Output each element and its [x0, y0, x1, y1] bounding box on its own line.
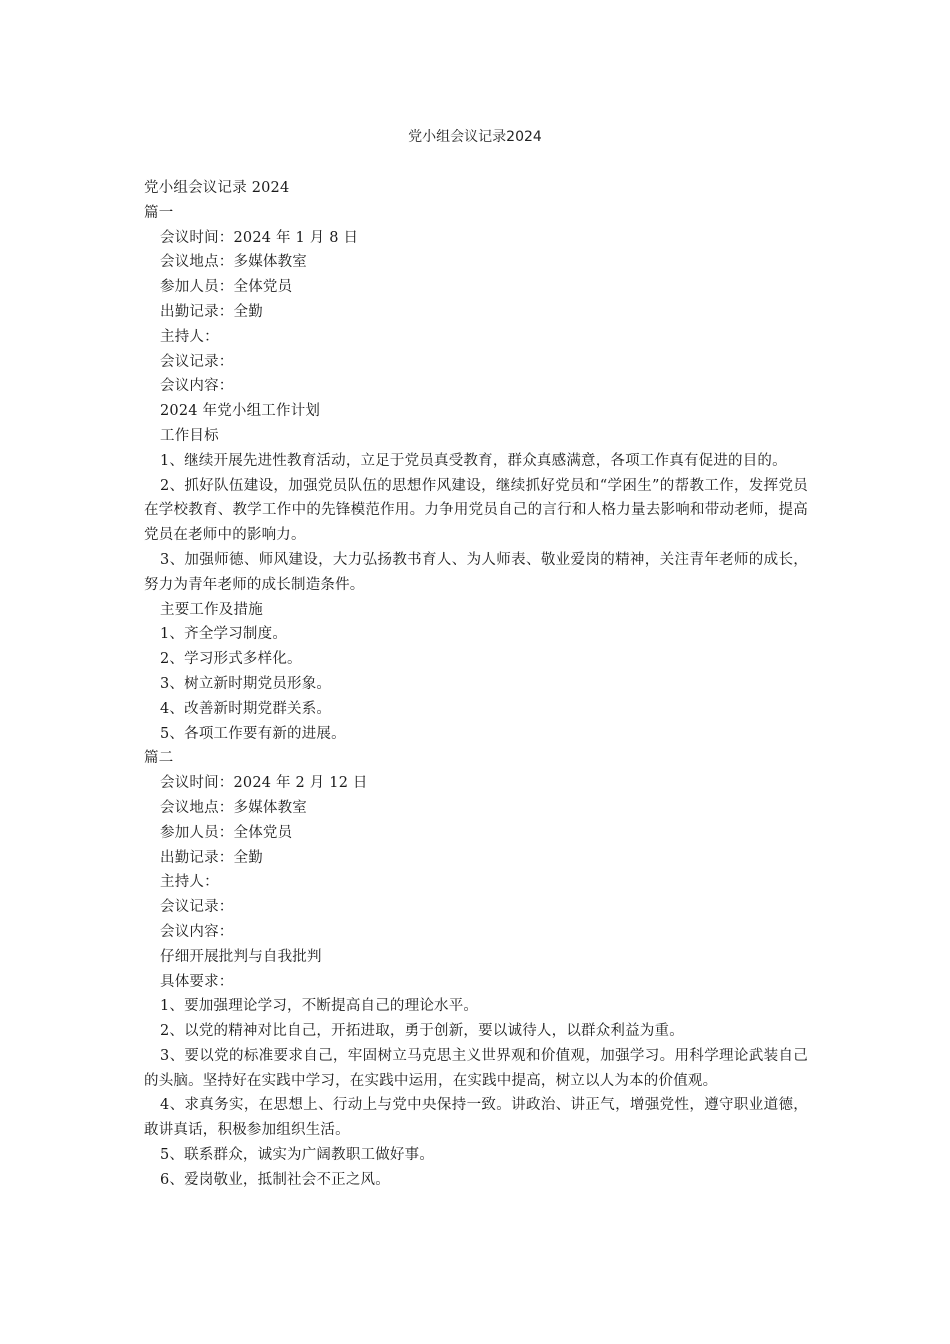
text-line: 参加人员：全体党员 [160, 824, 293, 841]
page-header-title: 党小组会议记录2024 [408, 129, 542, 145]
document-title: 党小组会议记录 2024 [144, 180, 290, 196]
text-line: 参加人员：全体党员 [160, 279, 293, 296]
text-line: 6、爱岗敬业，抵制社会不正之风。 [160, 1171, 390, 1188]
section-heading: 篇二 [144, 750, 174, 767]
text-line: 2、学习形式多样化。 [160, 651, 302, 668]
text-line: 1、要加强理论学习，不断提高自己的理论水平。 [160, 998, 479, 1015]
text-line: 会议时间：2024 年 2 月 12 日 [160, 775, 368, 792]
text-line: 会议内容： [160, 923, 234, 940]
section-heading: 篇一 [144, 204, 174, 221]
text-line: 主持人： [160, 328, 219, 345]
text-line: 会议记录： [160, 899, 234, 916]
text-line: 2、以党的精神对比自己，开拓进取，勇于创新，要以诚待人，以群众利益为重。 [160, 1023, 684, 1040]
text-line: 3、树立新时期党员形象。 [160, 675, 332, 692]
text-line: 具体要求： [160, 973, 234, 990]
text-line: 5、各项工作要有新的进展。 [160, 725, 346, 742]
text-line: 会议内容： [160, 378, 234, 395]
text-line: 工作目标 [160, 427, 219, 444]
text-line: 会议记录： [160, 353, 234, 370]
text-line: 仔细开展批判与自我批判 [160, 948, 322, 965]
paragraph: 1、继续开展先进性教育活动，立足于党员真受教育，群众真感满意，各项工作真有促进的目的。 [160, 452, 787, 469]
text-line: 1、齐全学习制度。 [160, 626, 288, 643]
paragraph: 3、要以党的标准要求自己，牢固树立马克思主义世界观和价值观，加强学习。用科学理论武装自己的头脑。坚持好在实践中学习，在实践中运用，在实践中提高，树立以人为本的价值观。 [144, 1047, 808, 1089]
document-lines [144, 201, 808, 1193]
text-line: 出勤记录：全勤 [160, 303, 263, 320]
text-line: 2024 年党小组工作计划 [160, 403, 321, 420]
text-line: 出勤记录：全勤 [160, 849, 263, 866]
text-line: 主要工作及措施 [160, 601, 263, 618]
paragraph: 2、抓好队伍建设，加强党员队伍的思想作风建设，继续抓好党员和“学困生”的帮教工作，发挥党员在学校教育、教学工作中的先锋模范作用。力争用党员自己的言行和人格力量去影响和带动老师，提高党员在老师中的影响力。 [144, 477, 808, 544]
paragraph: 3、加强师德、师风建设，大力弘扬教书育人、为人师表、敬业爱岗的精神，关注青年老师的成长，努力为青年老师的成长制造条件。 [144, 551, 808, 593]
text-line: 主持人： [160, 874, 219, 891]
document-body [144, 176, 808, 1193]
text-line: 4、改善新时期党群关系。 [160, 700, 332, 717]
paragraph: 4、求真务实，在思想上、行动上与党中央保持一致。讲政治、讲正气，增强党性，遵守职业道德，敢讲真话，积极参加组织生活。 [144, 1097, 808, 1139]
text-line: 5、联系群众，诚实为广阔教职工做好事。 [160, 1147, 435, 1164]
text-line: 会议地点：多媒体教室 [160, 254, 307, 271]
text-line: 会议时间：2024 年 1 月 8 日 [160, 229, 359, 246]
text-line: 会议地点：多媒体教室 [160, 799, 307, 816]
